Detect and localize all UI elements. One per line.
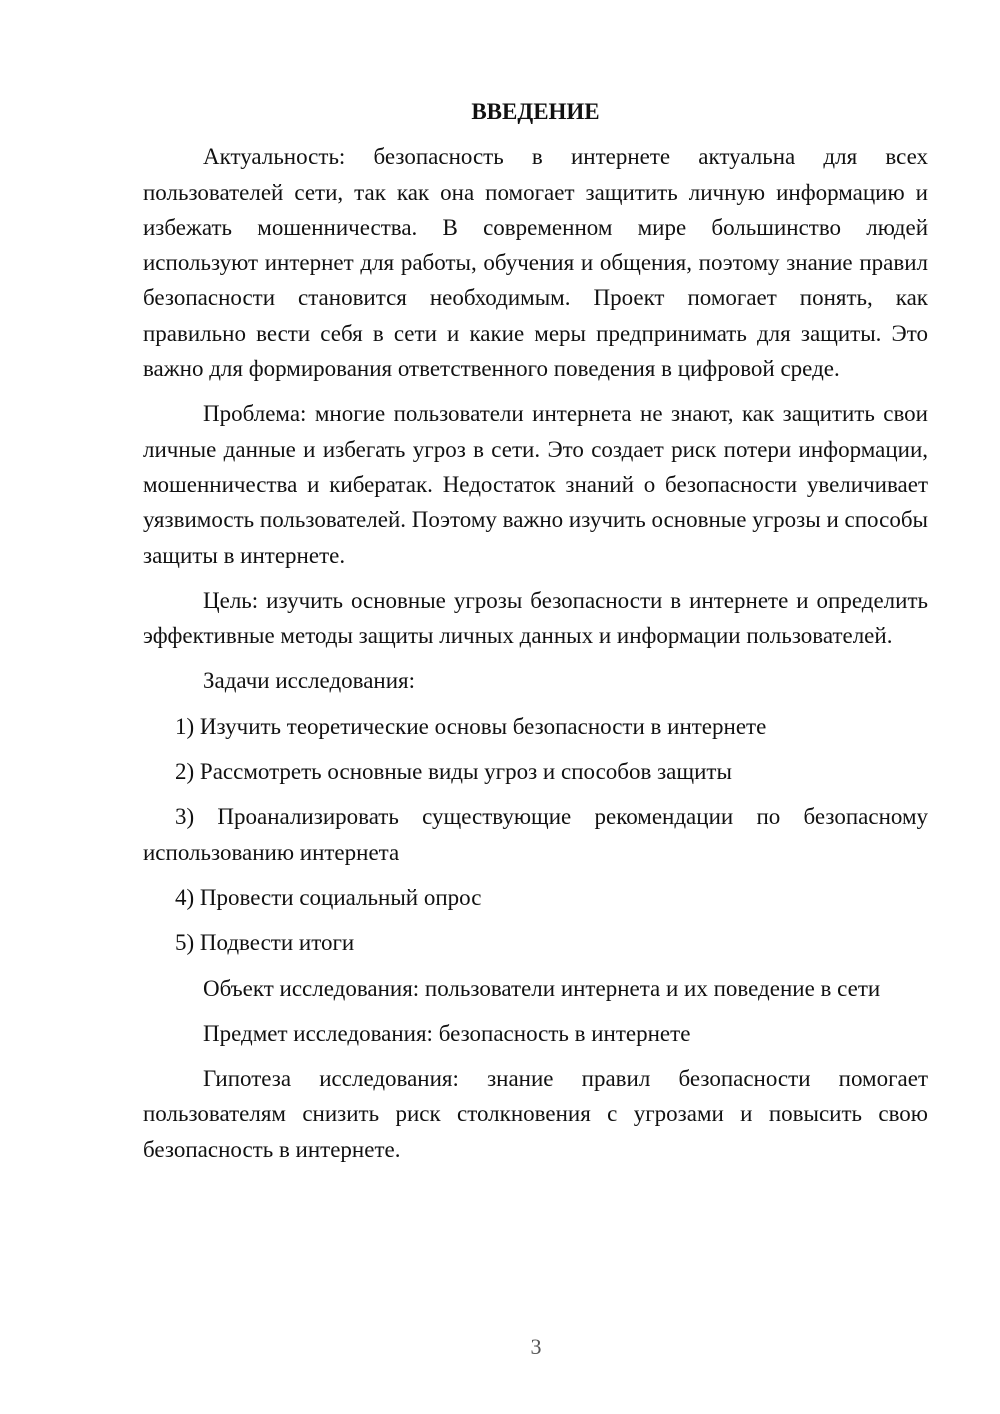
task-item-3: 3) Проанализировать существующие рекомендации по безопасному использованию интернета — [143, 804, 928, 865]
problem-paragraph: Проблема: многие пользователи интернета не знают, как защитить свои личные данные и избегать угроз в сети. Это создает риск потери информации, мошенничества и кибератак. Недостаток знаний о безопасности увеличивает уязвимость пользователей. Поэтому важно изучить основные угрозы и способы защиты в интернете. — [143, 401, 928, 568]
task-item-4: 4) Провести социальный опрос — [175, 884, 482, 910]
hypothesis-paragraph: Гипотеза исследования: знание правил безопасности помогает пользователям снизить риск столкновения с угрозами и повысить свою безопасность в интернете. — [143, 1066, 928, 1162]
goal-paragraph: Цель: изучить основные угрозы безопасности в интернете и определить эффективные методы защиты личных данных и информации пользователей. — [143, 587, 928, 649]
tasks-heading: Задачи исследования: — [203, 668, 416, 694]
document-body — [143, 94, 928, 1177]
task-item-1: 1) Изучить теоретические основы безопасности в интернете — [175, 713, 767, 739]
object-paragraph: Объект исследования: пользователи интернета и их поведение в сети — [203, 975, 881, 1001]
relevance-paragraph: Актуальность: безопасность в интернете актуальна для всех пользователей сети, так как она помогает защитить личную информацию и избежать мошенничества. В современном мире большинство людей используют интернет для работы, обучения и общения, поэтому знание правил безопасности становится необходимым. Проект помогает понять, как правильно вести себя в сети и какие меры предпринимать для защиты. Это важно для формирования ответственного поведения в цифровой среде. — [143, 144, 928, 382]
subject-paragraph: Предмет исследования: безопасность в интернете — [203, 1020, 691, 1046]
task-item-5: 5) Подвести итоги — [175, 930, 355, 956]
page-number: 3 — [530, 1334, 542, 1359]
page-title: ВВЕДЕНИЕ — [471, 99, 600, 124]
task-item-2: 2) Рассмотреть основные виды угроз и способов защиты — [175, 759, 732, 785]
